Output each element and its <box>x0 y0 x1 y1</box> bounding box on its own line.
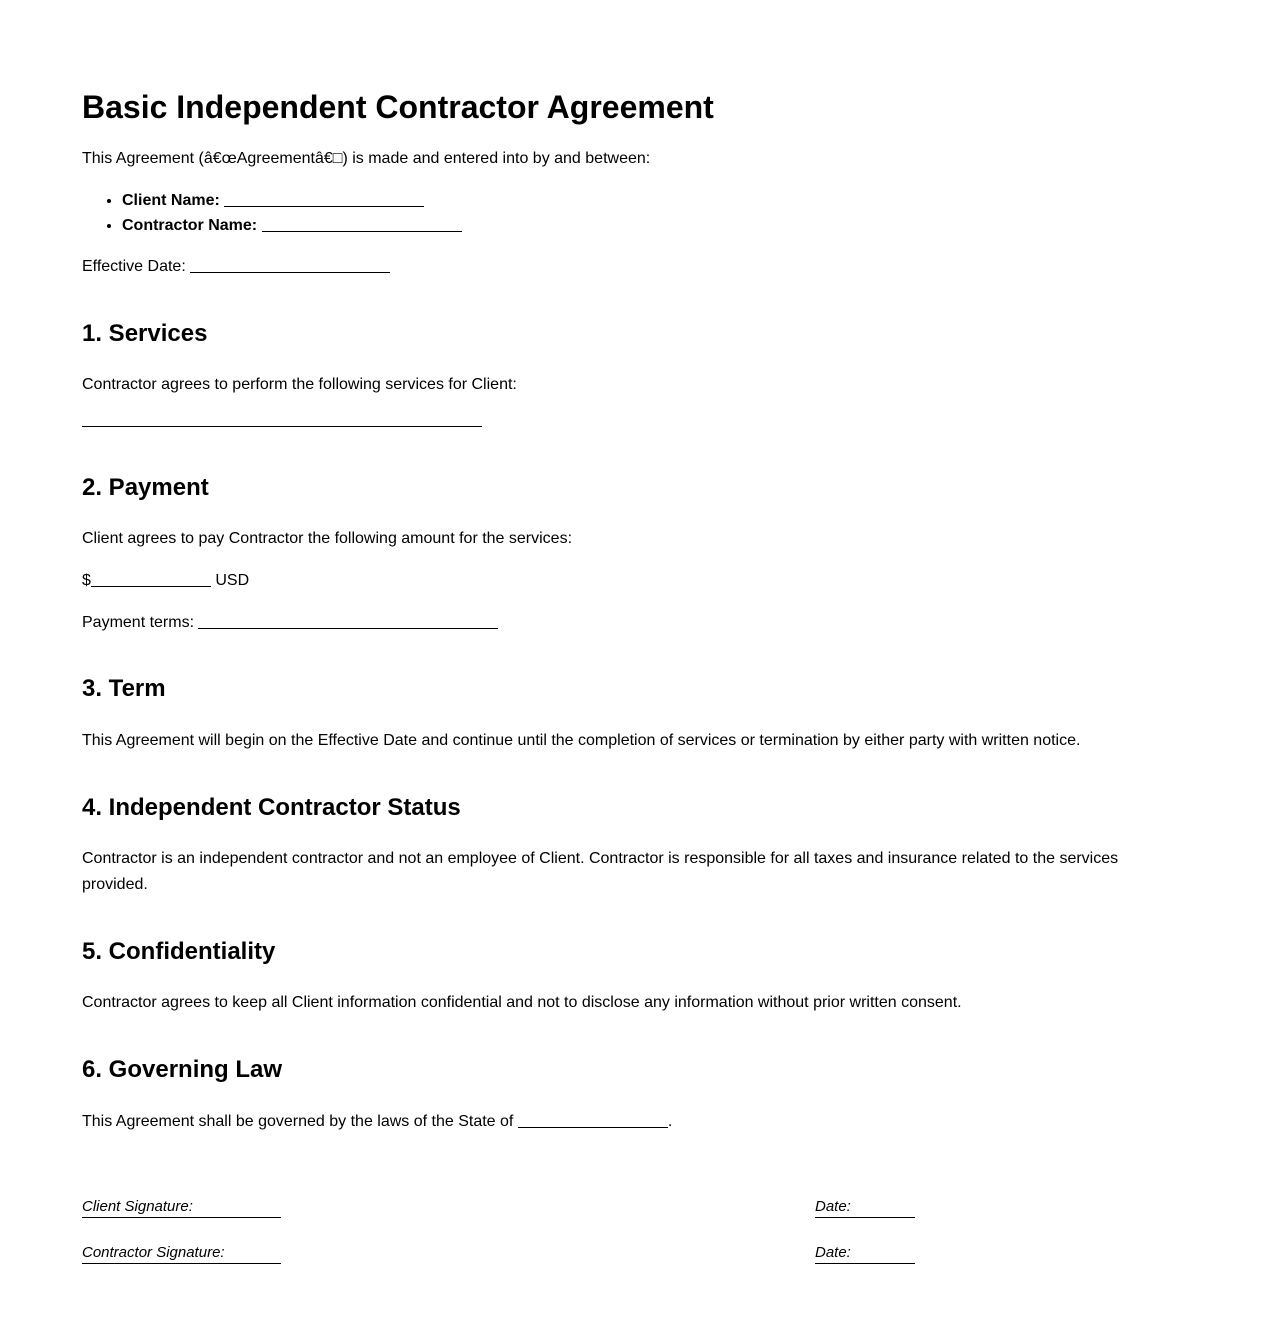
signature-row-contractor <box>82 1244 915 1264</box>
payment-terms-line <box>82 610 1132 636</box>
status-text: Contractor is an independent contractor and not an employee of Client. Contractor is responsible for all taxes and insurance related to the services provided. <box>82 850 1119 893</box>
currency-symbol: $ <box>82 571 91 589</box>
confidentiality-text: Contractor agrees to keep all Client information confidential and not to disclose any information without prior written consent. <box>82 994 962 1012</box>
currency-code: USD <box>215 571 250 589</box>
client-name-label: Client Name: <box>122 191 220 209</box>
section-heading-services: 1. Services <box>82 319 208 347</box>
payment-amount-line <box>82 568 1132 594</box>
section-heading-governing-law: 6. Governing Law <box>82 1055 283 1083</box>
client-signature-field[interactable]: Client Signature: <box>82 1198 281 1218</box>
governing-law-line <box>82 1109 1132 1135</box>
client-date-field[interactable]: Date: <box>815 1198 915 1218</box>
party-client <box>122 188 1132 213</box>
services-text: Contractor agrees to perform the following services for Client: <box>82 376 517 394</box>
payment-text: Client agrees to pay Contractor the following amount for the services: <box>82 530 573 548</box>
effective-date-blank[interactable] <box>190 256 390 273</box>
payment-amount-blank[interactable] <box>91 570 211 587</box>
payment-terms-blank[interactable] <box>198 612 498 629</box>
section-heading-confidentiality: 5. Confidentiality <box>82 937 276 965</box>
section-heading-term: 3. Term <box>82 675 166 703</box>
parties-list <box>82 188 1132 238</box>
state-blank[interactable] <box>518 1111 668 1128</box>
document-title: Basic Independent Contractor Agreement <box>82 89 714 125</box>
client-name-blank[interactable] <box>224 190 424 207</box>
payment-terms-label: Payment terms: <box>82 613 195 631</box>
effective-date-line <box>82 254 1132 280</box>
services-blank[interactable] <box>82 410 482 427</box>
contractor-date-field[interactable]: Date: <box>815 1244 915 1264</box>
section-heading-status: 4. Independent Contractor Status <box>82 793 461 821</box>
services-blank-line <box>82 408 1132 434</box>
effective-date-label: Effective Date: <box>82 257 186 275</box>
contractor-name-blank[interactable] <box>262 215 462 232</box>
signature-row-client <box>82 1198 915 1218</box>
governing-law-period: . <box>667 1112 673 1130</box>
signature-block <box>82 1198 1132 1264</box>
section-heading-payment: 2. Payment <box>82 473 209 501</box>
party-contractor <box>122 213 1132 238</box>
intro-text: This Agreement (â€œAgreementâ€□) is made and entered into by and between: <box>82 150 651 168</box>
term-text: This Agreement will begin on the Effective Date and continue until the completion of services or termination by either party with written notice. <box>82 731 1081 749</box>
contractor-signature-field[interactable]: Contractor Signature: <box>82 1244 281 1264</box>
contractor-name-label: Contractor Name: <box>122 216 258 234</box>
governing-law-text: This Agreement shall be governed by the laws of the State of <box>82 1112 514 1130</box>
